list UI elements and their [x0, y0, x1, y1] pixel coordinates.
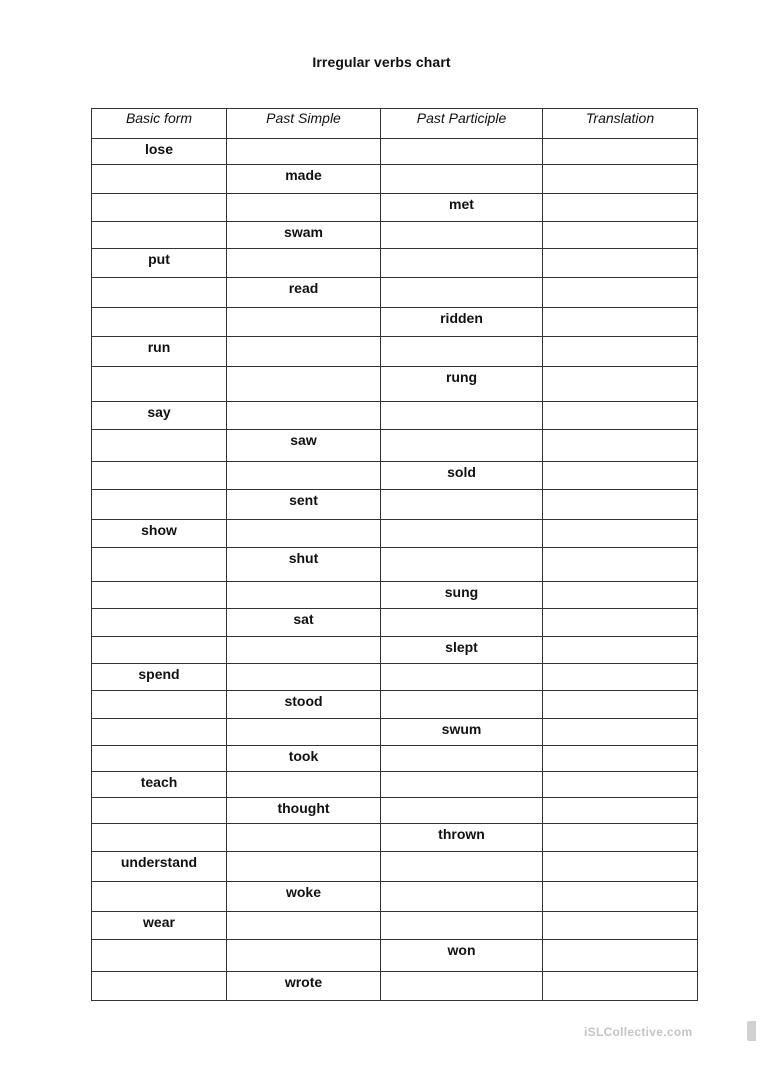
basic-form-cell — [92, 548, 227, 582]
basic-form-cell — [92, 882, 227, 912]
past-simple-cell — [227, 940, 381, 972]
past-participle-cell: rung — [381, 367, 543, 402]
translation-cell — [543, 337, 698, 367]
past-participle-cell: thrown — [381, 824, 543, 852]
basic-form-cell — [92, 972, 227, 1001]
table-row — [92, 664, 698, 691]
past-simple-cell — [227, 719, 381, 746]
past-participle-cell — [381, 222, 543, 249]
table-row — [92, 337, 698, 367]
watermark-corner-icon — [747, 1021, 756, 1041]
translation-cell — [543, 548, 698, 582]
basic-form-cell — [92, 462, 227, 490]
past-participle-cell: won — [381, 940, 543, 972]
past-simple-cell — [227, 337, 381, 367]
basic-form-cell — [92, 824, 227, 852]
basic-form-cell — [92, 222, 227, 249]
table-row — [92, 824, 698, 852]
basic-form-cell — [92, 367, 227, 402]
table-row — [92, 308, 698, 337]
basic-form-cell — [92, 194, 227, 222]
basic-form-cell — [92, 746, 227, 772]
past-simple-cell: shut — [227, 548, 381, 582]
basic-form-cell — [92, 278, 227, 308]
table-row — [92, 402, 698, 430]
past-participle-cell: slept — [381, 637, 543, 664]
past-simple-cell: stood — [227, 691, 381, 719]
past-participle-cell — [381, 139, 543, 165]
translation-cell — [543, 278, 698, 308]
past-participle-cell — [381, 337, 543, 367]
translation-cell — [543, 972, 698, 1001]
translation-cell — [543, 165, 698, 194]
basic-form-cell — [92, 691, 227, 719]
translation-cell — [543, 772, 698, 798]
past-simple-cell — [227, 520, 381, 548]
table-row — [92, 609, 698, 637]
translation-cell — [543, 609, 698, 637]
past-simple-cell — [227, 912, 381, 940]
basic-form-cell: say — [92, 402, 227, 430]
header-basic-form: Basic form — [92, 109, 227, 139]
translation-cell — [543, 308, 698, 337]
basic-form-cell: understand — [92, 852, 227, 882]
past-participle-cell — [381, 402, 543, 430]
translation-cell — [543, 852, 698, 882]
past-participle-cell — [381, 278, 543, 308]
translation-cell — [543, 912, 698, 940]
table-row — [92, 462, 698, 490]
basic-form-cell — [92, 490, 227, 520]
table-row — [92, 194, 698, 222]
basic-form-cell — [92, 582, 227, 609]
past-simple-cell: thought — [227, 798, 381, 824]
basic-form-cell: spend — [92, 664, 227, 691]
basic-form-cell — [92, 308, 227, 337]
irregular-verbs-table — [91, 108, 698, 1001]
past-simple-cell — [227, 462, 381, 490]
table-row — [92, 972, 698, 1001]
table-row — [92, 520, 698, 548]
past-simple-cell: sent — [227, 490, 381, 520]
translation-cell — [543, 824, 698, 852]
translation-cell — [543, 222, 698, 249]
table-row — [92, 165, 698, 194]
past-simple-cell: made — [227, 165, 381, 194]
table-row — [92, 430, 698, 462]
past-participle-cell: met — [381, 194, 543, 222]
table-row — [92, 940, 698, 972]
translation-cell — [543, 719, 698, 746]
past-simple-cell — [227, 249, 381, 278]
past-participle-cell — [381, 165, 543, 194]
header-past-participle: Past Participle — [381, 109, 543, 139]
translation-cell — [543, 940, 698, 972]
past-participle-cell — [381, 490, 543, 520]
table-row — [92, 249, 698, 278]
past-participle-cell — [381, 972, 543, 1001]
past-simple-cell: saw — [227, 430, 381, 462]
translation-cell — [543, 691, 698, 719]
past-participle-cell — [381, 912, 543, 940]
past-participle-cell — [381, 430, 543, 462]
past-participle-cell — [381, 249, 543, 278]
past-simple-cell — [227, 139, 381, 165]
basic-form-cell: lose — [92, 139, 227, 165]
table-row — [92, 582, 698, 609]
table-row — [92, 278, 698, 308]
table-row — [92, 139, 698, 165]
table-row — [92, 548, 698, 582]
table-row — [92, 367, 698, 402]
watermark: iSLCollective.com — [584, 1025, 693, 1039]
translation-cell — [543, 194, 698, 222]
basic-form-cell — [92, 940, 227, 972]
header-past-simple: Past Simple — [227, 109, 381, 139]
past-simple-cell — [227, 637, 381, 664]
translation-cell — [543, 582, 698, 609]
past-simple-cell — [227, 308, 381, 337]
past-simple-cell — [227, 664, 381, 691]
past-participle-cell — [381, 772, 543, 798]
header-translation: Translation — [543, 109, 698, 139]
translation-cell — [543, 490, 698, 520]
past-participle-cell — [381, 852, 543, 882]
basic-form-cell — [92, 637, 227, 664]
past-participle-cell — [381, 798, 543, 824]
translation-cell — [543, 637, 698, 664]
past-participle-cell — [381, 548, 543, 582]
table-row — [92, 852, 698, 882]
past-simple-cell — [227, 367, 381, 402]
table-row — [92, 222, 698, 249]
past-simple-cell: took — [227, 746, 381, 772]
past-simple-cell: read — [227, 278, 381, 308]
translation-cell — [543, 746, 698, 772]
past-simple-cell: woke — [227, 882, 381, 912]
basic-form-cell — [92, 165, 227, 194]
verb-rows — [92, 139, 698, 1001]
translation-cell — [543, 249, 698, 278]
table-row — [92, 882, 698, 912]
past-simple-cell — [227, 772, 381, 798]
past-participle-cell — [381, 691, 543, 719]
translation-cell — [543, 798, 698, 824]
translation-cell — [543, 664, 698, 691]
table-row — [92, 912, 698, 940]
past-participle-cell: sung — [381, 582, 543, 609]
translation-cell — [543, 139, 698, 165]
basic-form-cell: wear — [92, 912, 227, 940]
translation-cell — [543, 402, 698, 430]
past-simple-cell: swam — [227, 222, 381, 249]
table-row — [92, 719, 698, 746]
translation-cell — [543, 882, 698, 912]
past-participle-cell: swum — [381, 719, 543, 746]
basic-form-cell: show — [92, 520, 227, 548]
past-participle-cell — [381, 882, 543, 912]
translation-cell — [543, 430, 698, 462]
translation-cell — [543, 520, 698, 548]
table-row — [92, 637, 698, 664]
past-participle-cell: ridden — [381, 308, 543, 337]
past-participle-cell — [381, 520, 543, 548]
table-row — [92, 691, 698, 719]
past-simple-cell — [227, 402, 381, 430]
past-participle-cell — [381, 664, 543, 691]
past-simple-cell — [227, 852, 381, 882]
table-row — [92, 772, 698, 798]
translation-cell — [543, 462, 698, 490]
past-participle-cell — [381, 746, 543, 772]
past-participle-cell: sold — [381, 462, 543, 490]
table-header-row — [92, 109, 698, 139]
basic-form-cell — [92, 609, 227, 637]
translation-cell — [543, 367, 698, 402]
past-simple-cell — [227, 194, 381, 222]
past-participle-cell — [381, 609, 543, 637]
past-simple-cell — [227, 582, 381, 609]
basic-form-cell: run — [92, 337, 227, 367]
basic-form-cell: put — [92, 249, 227, 278]
past-simple-cell — [227, 824, 381, 852]
basic-form-cell — [92, 798, 227, 824]
basic-form-cell — [92, 430, 227, 462]
past-simple-cell: wrote — [227, 972, 381, 1001]
past-simple-cell: sat — [227, 609, 381, 637]
basic-form-cell — [92, 719, 227, 746]
table-row — [92, 798, 698, 824]
table-row — [92, 746, 698, 772]
basic-form-cell: teach — [92, 772, 227, 798]
table-row — [92, 490, 698, 520]
page-title: Irregular verbs chart — [312, 54, 451, 70]
